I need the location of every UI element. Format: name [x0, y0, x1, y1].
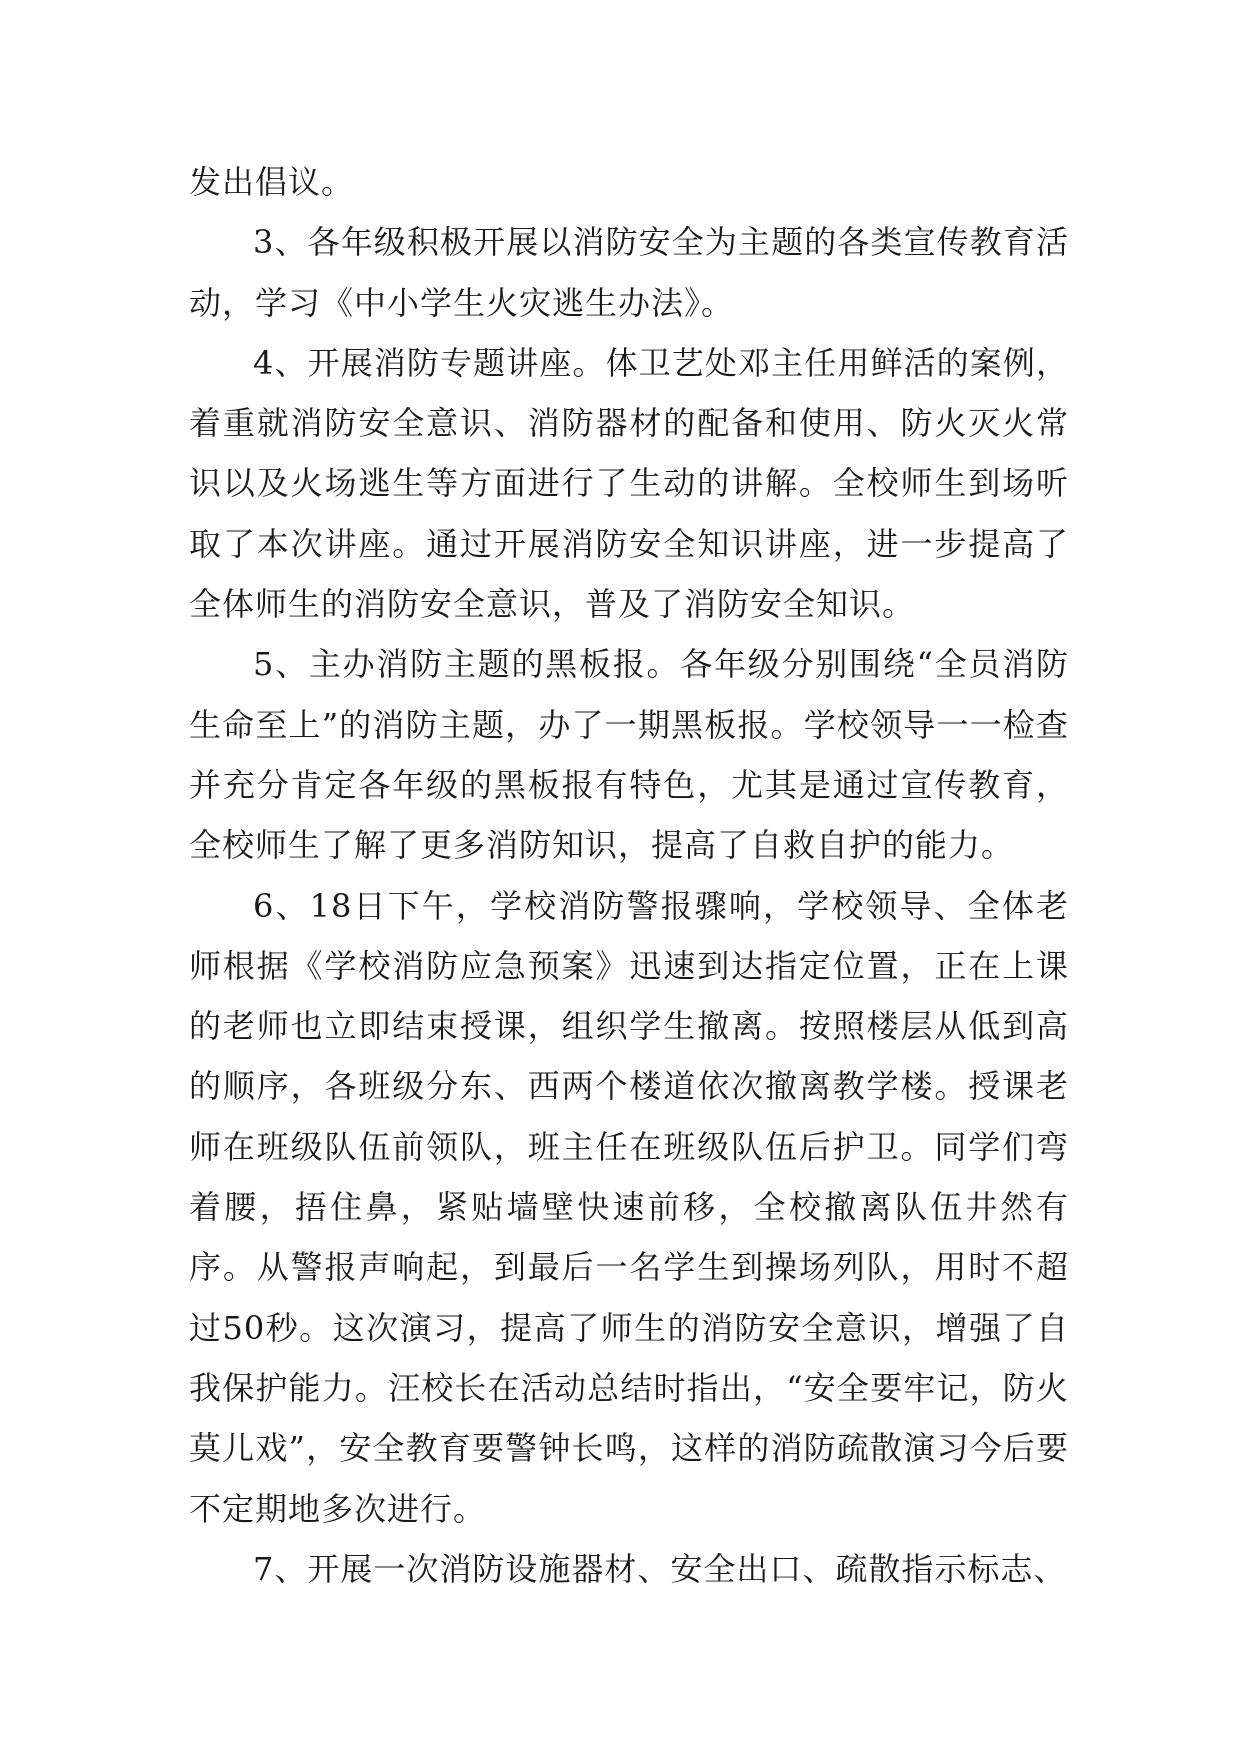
paragraph-item-7: 7、开展一次消防设施器材、安全出口、疏散指示标志、: [253, 1549, 1067, 1588]
paragraph-continuation: 发出倡议。: [189, 163, 355, 201]
document-body: [189, 152, 1069, 1599]
paragraph-item-6: 6、18日下午，学校消防警报骤响，学校领导、全体老师根据《学校消防应急预案》迅速到达指定位置，正在上课的老师也立即结束授课，组织学生撤离。按照楼层从低到高的顺序，各班级分东、西两个楼道依次撤离教学楼。授课老师在班级队伍前领队，班主任在班级队伍后护卫。同学们弯着腰，捂住鼻，紧贴墙壁快速前移，全校撤离队伍井然有序。从警报声响起，到最后一名学生到操场列队，用时不超过50秒。这次演习，提高了师生的消防安全意识，增强了自我保护能力。汪校长在活动总结时指出，“安全要牢记，防火莫儿戏”，安全教育要警钟长鸣，这样的消防疏散演习今后要不定期地多次进行。: [189, 886, 1069, 1528]
paragraph-item-3: 3、各年级积极开展以消防安全为主题的各类宣传教育活动，学习《中小学生火灾逃生办法》。: [189, 223, 1069, 322]
paragraph-item-4: 4、开展消防专题讲座。体卫艺处邓主任用鲜活的案例，着重就消防安全意识、消防器材的配备和使用、防火灭火常识以及火场逃生等方面进行了生动的讲解。全校师生到场听取了本次讲座。通过开展消防安全知识讲座，进一步提高了全体师生的消防安全意识，普及了消防安全知识。: [189, 343, 1069, 624]
paragraph-item-5: 5、主办消防主题的黑板报。各年级分别围绕“全员消防生命至上”的消防主题，办了一期黑板报。学校领导一一检查并充分肯定各年级的黑板报有特色，尤其是通过宣传教育，全校师生了解了更多消防知识，提高了自救自护的能力。: [189, 645, 1069, 865]
